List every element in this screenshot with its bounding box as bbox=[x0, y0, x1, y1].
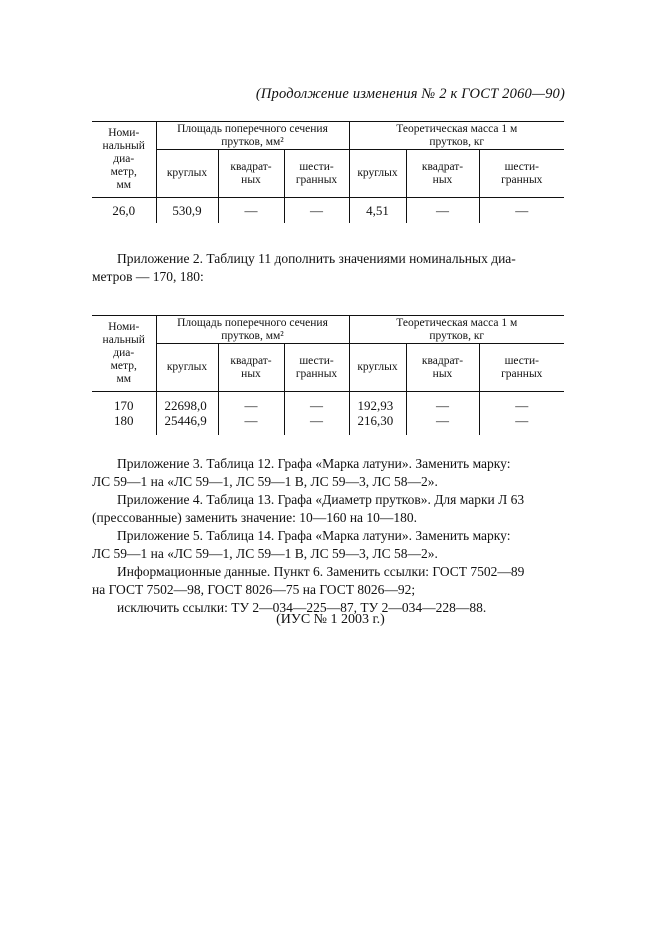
header-text: квадрат- bbox=[421, 354, 464, 367]
header-square bbox=[218, 344, 284, 392]
header-text: Площадь поперечного сечения bbox=[177, 122, 328, 135]
cell-diameter: 170 bbox=[114, 398, 134, 413]
header-text: Номи- bbox=[108, 127, 140, 139]
header-nominal-diameter bbox=[92, 316, 156, 392]
header-text: Теоретическая масса 1 м bbox=[396, 316, 518, 329]
appendix-3-paragraph bbox=[92, 455, 564, 491]
text-line: на ГОСТ 7502—98, ГОСТ 8026—75 на ГОСТ 8026—92; bbox=[92, 582, 416, 597]
header-cross-section-area bbox=[156, 316, 349, 344]
cell-mass-square: — bbox=[406, 413, 479, 435]
header-text: гранных bbox=[295, 173, 338, 186]
header-text: метр, bbox=[110, 360, 137, 372]
text-line: Приложение 3. Таблица 12. Графа «Марка латуни». Заменить марку: bbox=[117, 456, 511, 471]
header-text: шести- bbox=[504, 160, 539, 173]
header-text: нальный bbox=[102, 140, 145, 152]
header-text: мм bbox=[116, 373, 132, 385]
appendix-2-paragraph bbox=[92, 250, 564, 286]
cell-mass-square: — bbox=[406, 198, 479, 223]
cell-mass-round: 192,93 bbox=[349, 392, 406, 414]
cell-area-round: 25446,9 bbox=[156, 413, 218, 435]
cell-mass-round: 216,30 bbox=[349, 413, 406, 435]
header-text: квадрат- bbox=[421, 160, 464, 173]
header-text: квадрат- bbox=[230, 160, 272, 173]
text-line: Приложение 4. Таблица 13. Графа «Диаметр прутков». Для марки Л 63 bbox=[117, 492, 525, 507]
header-round: круглых bbox=[156, 344, 218, 392]
cell-area-square: — bbox=[218, 198, 284, 223]
header-text: гранных bbox=[295, 367, 338, 380]
appendix-4-paragraph bbox=[92, 491, 564, 527]
text-line: ЛС 59—1 на «ЛС 59—1, ЛС 59—1 В, ЛС 59—3, ЛС 58—2». bbox=[92, 474, 438, 489]
appendix-5-paragraph bbox=[92, 527, 564, 563]
cell-area-hex: — bbox=[284, 413, 349, 435]
header-text: Теоретическая масса 1 м bbox=[396, 122, 518, 135]
table-row bbox=[92, 413, 564, 435]
header-hexagonal bbox=[479, 150, 564, 198]
table-26mm bbox=[92, 121, 564, 223]
cell-diameter: 180 bbox=[114, 413, 134, 428]
text-line: метров — 170, 180: bbox=[92, 269, 204, 284]
table-170-180mm bbox=[92, 315, 564, 435]
header-text: ных bbox=[432, 173, 453, 186]
header-text: ных bbox=[432, 367, 453, 380]
text-line: исключить ссылки: ТУ 2—034—225—87, ТУ 2—034—228—88. bbox=[117, 600, 487, 615]
header-round: круглых bbox=[349, 150, 406, 198]
text-line: Информационные данные. Пункт 6. Заменить ссылки: ГОСТ 7502—89 bbox=[117, 564, 525, 579]
header-text: квадрат- bbox=[230, 354, 272, 367]
text-line: Приложение 2. Таблицу 11 дополнить значениями номинальных диа- bbox=[117, 251, 516, 266]
text-line: ЛС 59—1 на «ЛС 59—1, ЛС 59—1 В, ЛС 59—3, ЛС 58—2». bbox=[92, 546, 438, 561]
text-line: (прессованные) заменить значение: 10—160 на 10—180. bbox=[92, 510, 418, 525]
header-hexagonal bbox=[284, 344, 349, 392]
header-theoretical-mass bbox=[349, 316, 564, 344]
header-square bbox=[406, 344, 479, 392]
cell-mass-square: — bbox=[406, 392, 479, 414]
header-text: диа- bbox=[113, 153, 135, 165]
header-square bbox=[218, 150, 284, 198]
cell-area-hex: — bbox=[284, 392, 349, 414]
header-hexagonal bbox=[479, 344, 564, 392]
header-text: Номи- bbox=[108, 321, 140, 333]
cell-mass-hex: — bbox=[479, 413, 564, 435]
cell-area-round: 530,9 bbox=[156, 198, 218, 223]
header-text: прутков, кг bbox=[429, 135, 485, 148]
header-round: круглых bbox=[156, 150, 218, 198]
header-text: прутков, мм² bbox=[221, 135, 284, 148]
header-text: диа- bbox=[113, 347, 135, 359]
header-text: мм bbox=[116, 179, 132, 191]
header-nominal-diameter bbox=[92, 122, 156, 198]
table-row bbox=[92, 392, 564, 414]
table-row bbox=[92, 198, 564, 223]
header-text: ных bbox=[241, 367, 261, 380]
header-text: шести- bbox=[299, 160, 334, 173]
header-hexagonal bbox=[284, 150, 349, 198]
header-text: прутков, мм² bbox=[221, 329, 284, 342]
cell-diameter: 26,0 bbox=[112, 202, 136, 218]
header-text: метр, bbox=[110, 166, 137, 178]
header-text: шести- bbox=[299, 354, 334, 367]
header-text: ных bbox=[241, 173, 261, 186]
info-data-paragraph bbox=[92, 563, 564, 617]
header-cross-section-area bbox=[156, 122, 349, 150]
cell-area-square: — bbox=[218, 413, 284, 435]
cell-mass-hex: — bbox=[479, 392, 564, 414]
header-text: прутков, кг bbox=[429, 329, 485, 342]
cell-area-square: — bbox=[218, 392, 284, 414]
header-text: Площадь поперечного сечения bbox=[177, 316, 328, 329]
header-text: гранных bbox=[501, 367, 543, 380]
header-round: круглых bbox=[349, 344, 406, 392]
header-text: шести- bbox=[504, 354, 539, 367]
cell-mass-round: 4,51 bbox=[349, 198, 406, 223]
ius-reference: (ИУС № 1 2003 г.) bbox=[276, 612, 385, 627]
cell-area-hex: — bbox=[284, 198, 349, 223]
cell-area-round: 22698,0 bbox=[156, 392, 218, 414]
header-text: нальный bbox=[102, 334, 145, 346]
cell-mass-hex: — bbox=[479, 198, 564, 223]
header-theoretical-mass bbox=[349, 122, 564, 150]
header-text: гранных bbox=[501, 173, 543, 186]
page-header: (Продолжение изменения № 2 к ГОСТ 2060—90) bbox=[255, 86, 565, 102]
text-line: Приложение 5. Таблица 14. Графа «Марка латуни». Заменить марку: bbox=[117, 528, 511, 543]
header-square bbox=[406, 150, 479, 198]
